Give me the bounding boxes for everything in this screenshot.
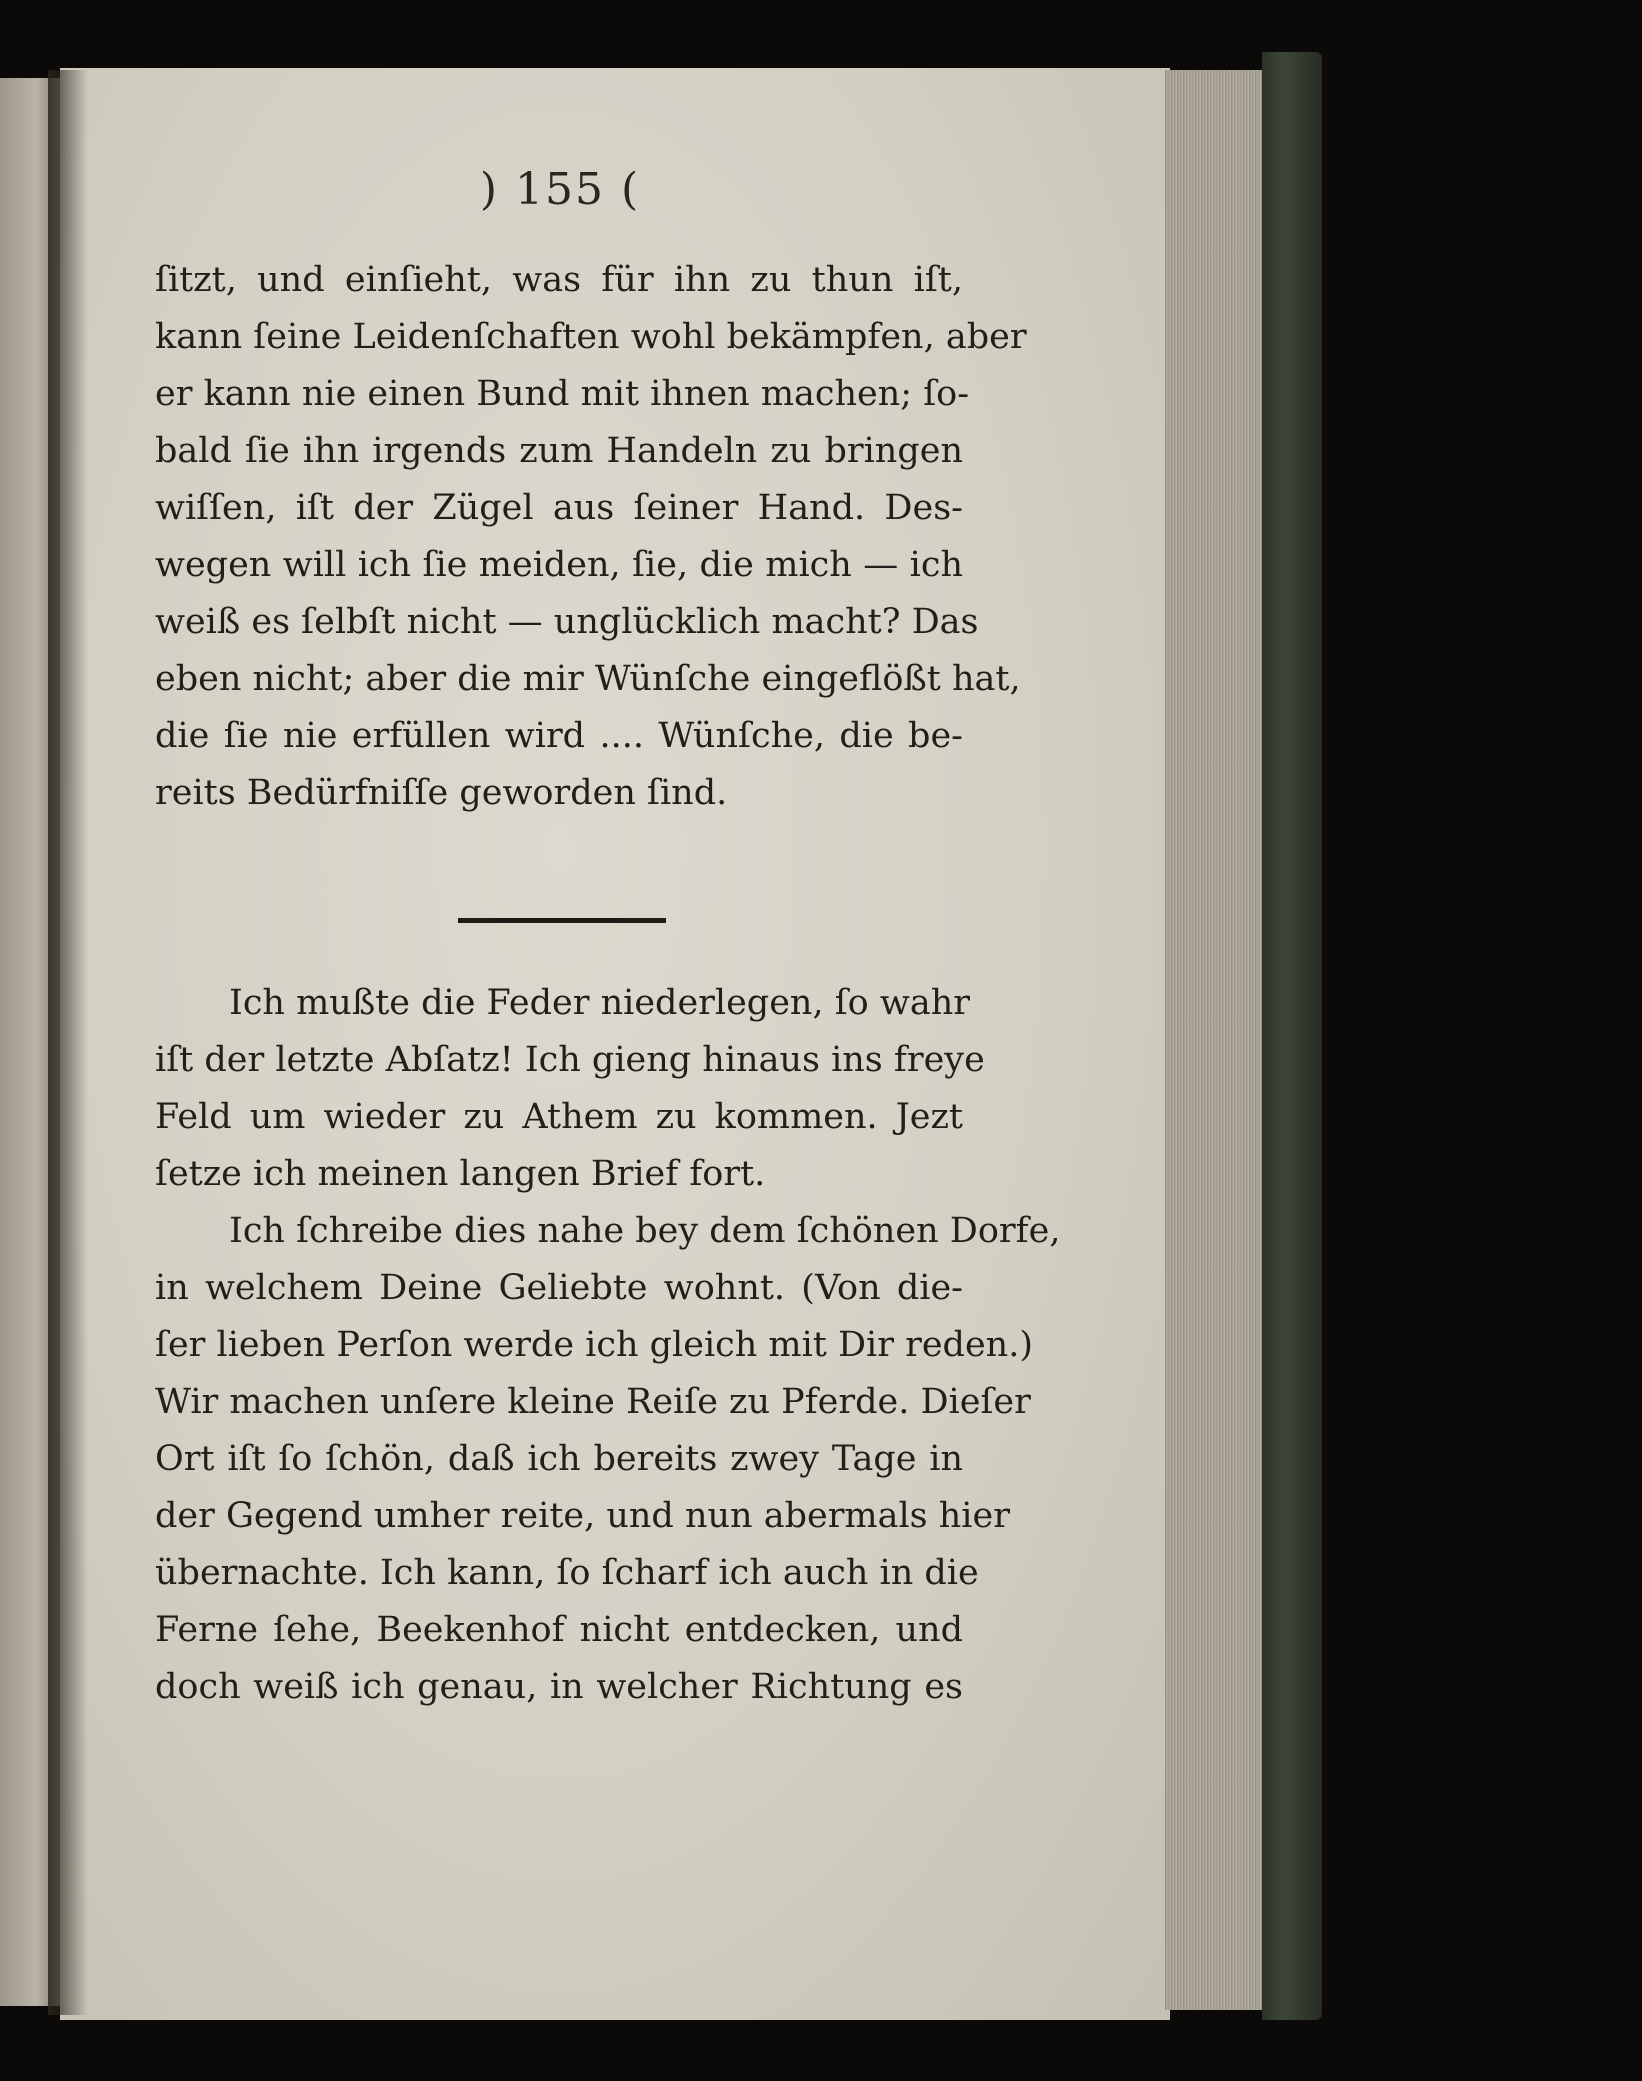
- text-line: bald ſie ihn irgends zum Handeln zu bringen: [155, 431, 963, 471]
- text-line: er kann nie einen Bund mit ihnen machen; ſo-: [155, 374, 970, 414]
- paragraph-2: [155, 975, 1061, 1716]
- text-line: weiß es ſelbſt nicht — unglücklich macht? Das: [155, 602, 979, 642]
- text-line: Ich ſchreibe dies nahe bey dem ſchönen Dorfe,: [229, 1211, 1061, 1251]
- text-line: ſitzt, und einſieht, was für ihn zu thun iſt,: [155, 260, 963, 300]
- page-number: ) 155 (: [479, 164, 641, 215]
- text-line: Ferne ſehe, Beekenhof nicht entdecken, und: [155, 1610, 963, 1650]
- text-line: wiſſen, iſt der Zügel aus ſeiner Hand. Des-: [155, 488, 963, 528]
- text-line: eben nicht; aber die mir Wünſche eingeflößt hat,: [155, 659, 1021, 699]
- spine-shadow: [48, 70, 88, 2015]
- text-line: Wir machen unſere kleine Reiſe zu Pferde. Dieſer: [155, 1382, 1031, 1422]
- section-divider: [458, 918, 666, 923]
- text-line: iſt der letzte Abſatz! Ich gieng hinaus ins freye: [155, 1040, 985, 1080]
- text-line: Feld um wieder zu Athem zu kommen. Jezt: [155, 1097, 963, 1137]
- text-line: Ort iſt ſo ſchön, daß ich bereits zwey Tage in: [155, 1439, 963, 1479]
- book-cover: [1262, 52, 1322, 2020]
- text-line: die ſie nie erfüllen wird .... Wünſche, die be-: [155, 716, 963, 756]
- text-line: in welchem Deine Geliebte wohnt. (Von die-: [155, 1268, 963, 1308]
- text-line: reits Bedürfniſſe geworden ſind.: [155, 773, 728, 813]
- text-line: doch weiß ich genau, in welcher Richtung es: [155, 1667, 963, 1707]
- text-line: wegen will ich ſie meiden, ſie, die mich — ich: [155, 545, 963, 585]
- paragraph-1: [155, 252, 1027, 822]
- text-line: der Gegend umher reite, und nun abermals hier: [155, 1496, 1010, 1536]
- text-line: ſetze ich meinen langen Brief fort.: [155, 1154, 766, 1194]
- text-line: ſer lieben Perſon werde ich gleich mit Dir reden.): [155, 1325, 1033, 1365]
- text-line: kann ſeine Leidenſchaften wohl bekämpfen, aber: [155, 317, 1027, 357]
- text-line: Ich mußte die Feder niederlegen, ſo wahr: [229, 983, 970, 1023]
- text-line: übernachte. Ich kann, ſo ſcharf ich auch in die: [155, 1553, 979, 1593]
